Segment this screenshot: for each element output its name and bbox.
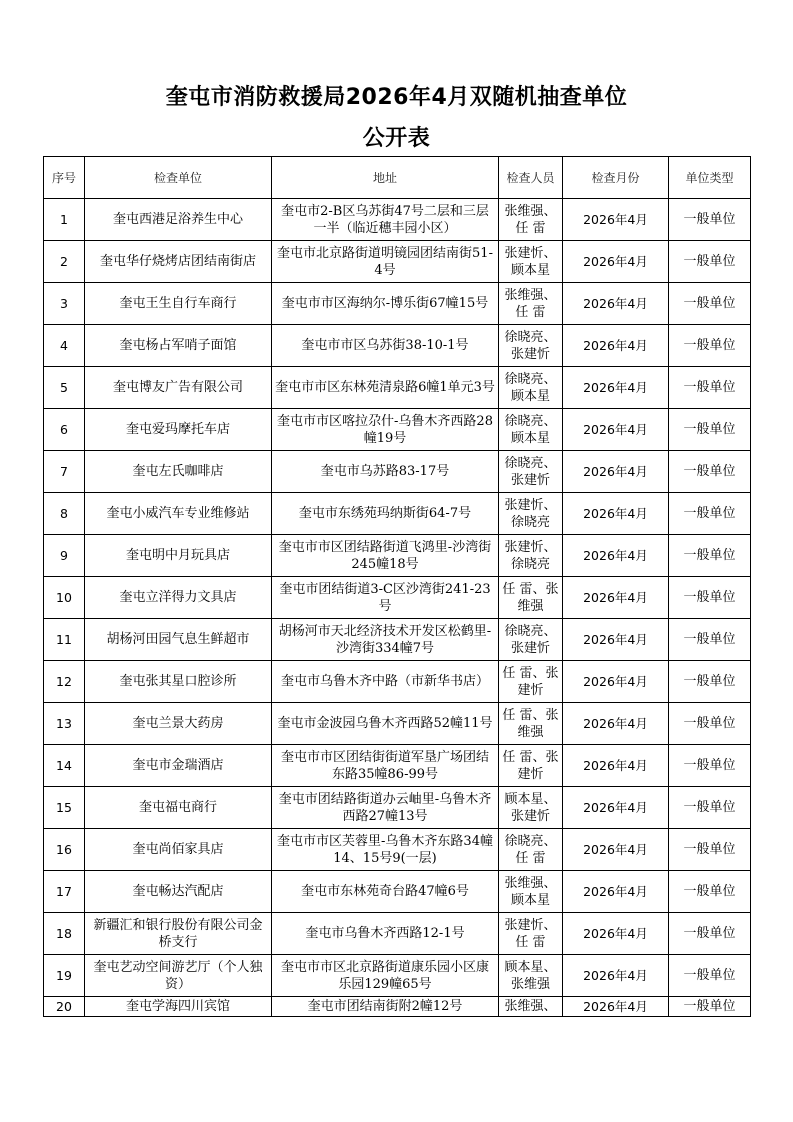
- cell-unit: 奎屯张其星口腔诊所: [85, 661, 272, 703]
- column-header-month: 检查月份: [563, 157, 669, 199]
- cell-unit: 奎屯福屯商行: [85, 787, 272, 829]
- cell-seq: 10: [44, 577, 85, 619]
- document-subtitle: 公开表: [362, 126, 431, 151]
- cell-address: 奎屯市2-B区乌苏街47号二层和三层一半（临近穗丰园小区）: [272, 199, 499, 241]
- cell-unit: 奎屯华仔烧烤店团结南街店: [85, 241, 272, 283]
- cell-month: 2026年4月: [563, 199, 669, 241]
- cell-month: 2026年4月: [563, 367, 669, 409]
- cell-unit: 奎屯小威汽车专业维修站: [85, 493, 272, 535]
- document-title: 奎屯市消防救援局2026年4月双随机抽查单位: [165, 85, 628, 110]
- cell-inspectors: 徐晓亮、顾本星: [499, 409, 563, 451]
- column-header-seq: 序号: [44, 157, 85, 199]
- cell-type: 一般单位: [669, 577, 751, 619]
- cell-seq: 1: [44, 199, 85, 241]
- cell-month: 2026年4月: [563, 913, 669, 955]
- cell-unit: 奎屯博友广告有限公司: [85, 367, 272, 409]
- cell-type: 一般单位: [669, 367, 751, 409]
- cell-type: 一般单位: [669, 409, 751, 451]
- cell-address: 奎屯市市区团结路街道飞鸿里-沙湾街245幢18号: [272, 535, 499, 577]
- cell-seq: 17: [44, 871, 85, 913]
- table-row: [44, 451, 751, 493]
- cell-inspectors: 徐晓亮、任 雷: [499, 829, 563, 871]
- cell-seq: 8: [44, 493, 85, 535]
- cell-seq: 3: [44, 283, 85, 325]
- cell-unit: 胡杨河田园气息生鲜超市: [85, 619, 272, 661]
- cell-month: 2026年4月: [563, 325, 669, 367]
- cell-seq: 4: [44, 325, 85, 367]
- cell-inspectors: 张建忻、顾本星: [499, 241, 563, 283]
- cell-month: 2026年4月: [563, 409, 669, 451]
- cell-type: 一般单位: [669, 703, 751, 745]
- cell-type: 一般单位: [669, 661, 751, 703]
- cell-seq: 14: [44, 745, 85, 787]
- cell-unit: 奎屯艺动空间游艺厅（个人独资）: [85, 955, 272, 997]
- table-row: [44, 535, 751, 577]
- cell-type: 一般单位: [669, 325, 751, 367]
- cell-seq: 16: [44, 829, 85, 871]
- cell-inspectors: 任 雷、张维强: [499, 577, 563, 619]
- cell-month: 2026年4月: [563, 493, 669, 535]
- cell-address: 奎屯市市区团结街街道军垦广场团结东路35幢86-99号: [272, 745, 499, 787]
- cell-month: 2026年4月: [563, 703, 669, 745]
- cell-seq: 5: [44, 367, 85, 409]
- column-header-unit: 检查单位: [85, 157, 272, 199]
- cell-address: 奎屯市乌鲁木齐西路12-1号: [272, 913, 499, 955]
- table-row: [44, 493, 751, 535]
- cell-seq: 7: [44, 451, 85, 493]
- cell-type: 一般单位: [669, 955, 751, 997]
- cell-unit: 新疆汇和银行股份有限公司金桥支行: [85, 913, 272, 955]
- cell-unit: 奎屯王生自行车商行: [85, 283, 272, 325]
- cell-unit: 奎屯西港足浴养生中心: [85, 199, 272, 241]
- inspection-table: [43, 156, 751, 1017]
- cell-month: 2026年4月: [563, 241, 669, 283]
- table-row: [44, 787, 751, 829]
- cell-unit: 奎屯畅达汽配店: [85, 871, 272, 913]
- cell-type: 一般单位: [669, 535, 751, 577]
- cell-unit: 奎屯尚佰家具店: [85, 829, 272, 871]
- cell-inspectors: 顾本星、张建忻: [499, 787, 563, 829]
- cell-address: 奎屯市团结南街附2幢12号: [272, 997, 499, 1017]
- cell-address: 奎屯市乌苏路83-17号: [272, 451, 499, 493]
- cell-unit: 奎屯明中月玩具店: [85, 535, 272, 577]
- table-row: [44, 703, 751, 745]
- cell-address: 奎屯市乌鲁木齐中路（市新华书店）: [272, 661, 499, 703]
- cell-inspectors: 任 雷、张建忻: [499, 661, 563, 703]
- cell-month: 2026年4月: [563, 871, 669, 913]
- cell-seq: 19: [44, 955, 85, 997]
- cell-month: 2026年4月: [563, 535, 669, 577]
- cell-inspectors: 徐晓亮、张建忻: [499, 451, 563, 493]
- cell-seq: 20: [44, 997, 85, 1017]
- cell-type: 一般单位: [669, 619, 751, 661]
- cell-inspectors: 张维强、任 雷: [499, 283, 563, 325]
- cell-unit: 奎屯左氏咖啡店: [85, 451, 272, 493]
- cell-type: 一般单位: [669, 829, 751, 871]
- cell-unit: 奎屯立洋得力文具店: [85, 577, 272, 619]
- column-header-address: 地址: [272, 157, 499, 199]
- cell-inspectors: 徐晓亮、顾本星: [499, 367, 563, 409]
- table-row: [44, 283, 751, 325]
- table-row: [44, 661, 751, 703]
- cell-month: 2026年4月: [563, 745, 669, 787]
- cell-unit: 奎屯学海四川宾馆: [85, 997, 272, 1017]
- cell-type: 一般单位: [669, 241, 751, 283]
- cell-unit: 奎屯杨占军哨子面馆: [85, 325, 272, 367]
- cell-seq: 12: [44, 661, 85, 703]
- cell-type: 一般单位: [669, 283, 751, 325]
- cell-address: 奎屯市北京路街道明镜园团结南街51-4号: [272, 241, 499, 283]
- table-row: [44, 577, 751, 619]
- cell-inspectors: 张建忻、任 雷: [499, 913, 563, 955]
- cell-address: 奎屯市东绣苑玛纳斯街64-7号: [272, 493, 499, 535]
- cell-inspectors: 顾本星、张维强: [499, 955, 563, 997]
- cell-address: 奎屯市市区东林苑清泉路6幢1单元3号: [272, 367, 499, 409]
- cell-type: 一般单位: [669, 913, 751, 955]
- cell-address: 奎屯市市区海纳尔-博乐街67幢15号: [272, 283, 499, 325]
- cell-inspectors: 徐晓亮、张建忻: [499, 619, 563, 661]
- table-body: [44, 199, 751, 1017]
- cell-address: 奎屯市市区喀拉尕什-乌鲁木齐西路28幢19号: [272, 409, 499, 451]
- cell-type: 一般单位: [669, 451, 751, 493]
- cell-seq: 18: [44, 913, 85, 955]
- cell-address: 奎屯市团结路街道办云岫里-乌鲁木齐西路27幢13号: [272, 787, 499, 829]
- cell-seq: 13: [44, 703, 85, 745]
- table-row: [44, 955, 751, 997]
- cell-type: 一般单位: [669, 493, 751, 535]
- cell-month: 2026年4月: [563, 283, 669, 325]
- cell-unit: 奎屯市金瑞酒店: [85, 745, 272, 787]
- cell-seq: 11: [44, 619, 85, 661]
- cell-type: 一般单位: [669, 199, 751, 241]
- cell-type: 一般单位: [669, 871, 751, 913]
- table-row: [44, 325, 751, 367]
- table-row: [44, 997, 751, 1017]
- cell-month: 2026年4月: [563, 619, 669, 661]
- table-header-row: [44, 157, 751, 199]
- cell-inspectors: 任 雷、张维强: [499, 703, 563, 745]
- cell-inspectors: 张维强、顾本星: [499, 871, 563, 913]
- cell-type: 一般单位: [669, 997, 751, 1017]
- cell-inspectors: 张维强、: [499, 997, 563, 1017]
- table-row: [44, 871, 751, 913]
- cell-month: 2026年4月: [563, 451, 669, 493]
- cell-month: 2026年4月: [563, 997, 669, 1017]
- cell-inspectors: 徐晓亮、张建忻: [499, 325, 563, 367]
- cell-address: 奎屯市团结街道3-C区沙湾街241-23号: [272, 577, 499, 619]
- table-row: [44, 409, 751, 451]
- table-row: [44, 913, 751, 955]
- cell-address: 奎屯市市区芙蓉里-乌鲁木齐东路34幢14、15号9(一层): [272, 829, 499, 871]
- cell-month: 2026年4月: [563, 787, 669, 829]
- cell-month: 2026年4月: [563, 955, 669, 997]
- table-row: [44, 745, 751, 787]
- cell-month: 2026年4月: [563, 829, 669, 871]
- cell-type: 一般单位: [669, 745, 751, 787]
- cell-unit: 奎屯兰景大药房: [85, 703, 272, 745]
- cell-seq: 6: [44, 409, 85, 451]
- cell-unit: 奎屯爱玛摩托车店: [85, 409, 272, 451]
- table-row: [44, 367, 751, 409]
- table-row: [44, 619, 751, 661]
- table-row: [44, 829, 751, 871]
- cell-address: 奎屯市金波园乌鲁木齐西路52幢11号: [272, 703, 499, 745]
- cell-inspectors: 张建忻、徐晓亮: [499, 493, 563, 535]
- cell-inspectors: 任 雷、张建忻: [499, 745, 563, 787]
- cell-seq: 15: [44, 787, 85, 829]
- table-row: [44, 241, 751, 283]
- cell-address: 胡杨河市天北经济技术开发区松鹤里-沙湾街334幢7号: [272, 619, 499, 661]
- cell-month: 2026年4月: [563, 661, 669, 703]
- column-header-type: 单位类型: [669, 157, 751, 199]
- column-header-inspectors: 检查人员: [499, 157, 563, 199]
- cell-address: 奎屯市东林苑奇台路47幢6号: [272, 871, 499, 913]
- table-row: [44, 199, 751, 241]
- cell-type: 一般单位: [669, 787, 751, 829]
- cell-address: 奎屯市市区乌苏街38-10-1号: [272, 325, 499, 367]
- cell-address: 奎屯市市区北京路街道康乐园小区康乐园129幢65号: [272, 955, 499, 997]
- cell-inspectors: 张建忻、徐晓亮: [499, 535, 563, 577]
- cell-seq: 2: [44, 241, 85, 283]
- cell-month: 2026年4月: [563, 577, 669, 619]
- cell-inspectors: 张维强、任 雷: [499, 199, 563, 241]
- cell-seq: 9: [44, 535, 85, 577]
